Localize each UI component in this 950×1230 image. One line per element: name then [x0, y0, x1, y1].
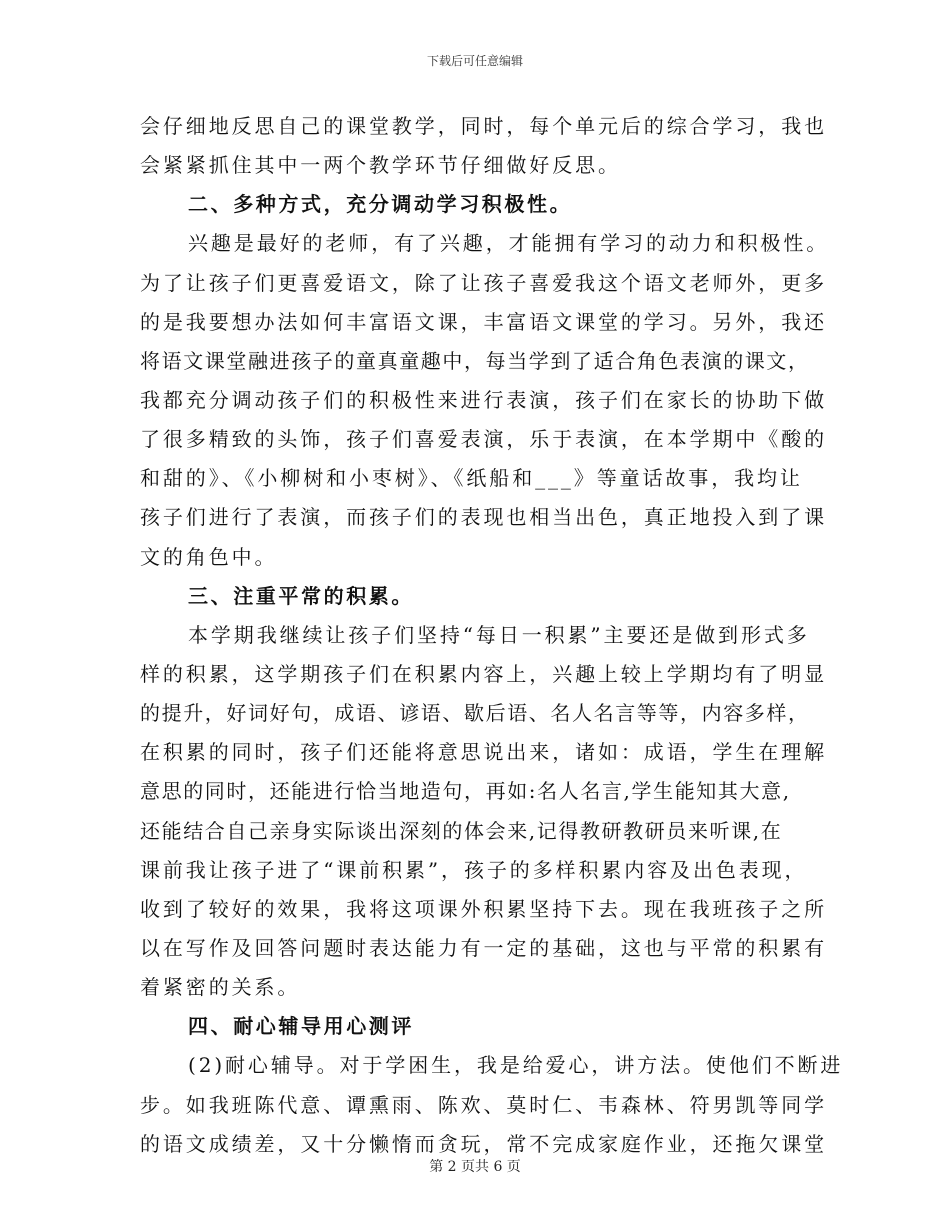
- paragraph-line: 会仔细地反思自己的课堂教学，同时，每个单元后的综合学习，我也: [140, 114, 827, 138]
- paragraph-line: 为了让孩子们更喜爱语文，除了让孩子喜爱我这个语文老师外，更多: [140, 270, 827, 295]
- section-heading: 四、耐心辅导用心测评: [188, 1014, 414, 1039]
- page-header: 下载后可任意编辑: [426, 54, 523, 68]
- paragraph-line: 本学期我继续让孩子们坚持“每日一积累”主要还是做到形式多: [188, 622, 810, 647]
- paragraph-line: 样的积累，这学期孩子们在积累内容上，兴趣上较上学期均有了明显: [140, 661, 827, 686]
- paragraph-line: 着紧密的关系。: [140, 975, 301, 1000]
- paragraph-line: 的是我要想办法如何丰富语文课，丰富语文课堂的学习。另外，我还: [140, 309, 827, 334]
- paragraph-line: 还能结合自己亲身实际谈出深刻的体会来,记得教研教研员来听课,在: [140, 818, 783, 843]
- paragraph-line: 和甜的》、《小柳树和小枣树》、《纸船和___》等童话故事，我均让: [140, 466, 803, 491]
- paragraph-line: 的语文成绩差，又十分懒惰而贪玩，常不完成家庭作业，还拖欠课堂: [140, 1131, 827, 1156]
- page-footer: 第 2 页共 6 页: [429, 1159, 521, 1175]
- paragraph-line: 文的角色中。: [140, 544, 278, 569]
- paragraph-line: 兴趣是最好的老师，有了兴趣，才能拥有学习的动力和积极性。: [188, 231, 830, 256]
- paragraph-line: 我都充分调动孩子们的积极性来进行表演，孩子们在家长的协助下做: [140, 387, 827, 412]
- paragraph-line: 意思的同时，还能进行恰当地造句，再如:名人名言,学生能知其大意,: [140, 779, 791, 804]
- paragraph-line: 了很多精致的头饰，孩子们喜爱表演，乐于表演，在本学期中《酸的: [140, 427, 827, 452]
- paragraph-line: 孩子们进行了表演，而孩子们的表现也相当出色，真正地投入到了课: [140, 505, 827, 530]
- paragraph-line: 在积累的同时，孩子们还能将意思说出来，诸如：成语，学生在理解: [140, 740, 827, 765]
- paragraph-line: 的提升，好词好句，成语、谚语、歇后语、名人名言等等，内容多样，: [140, 701, 810, 726]
- paragraph-line: (2)耐心辅导。对于学困生，我是给爱心，讲方法。使他们不断进: [188, 1053, 844, 1078]
- section-heading: 二、多种方式，充分调动学习积极性。: [188, 192, 573, 217]
- paragraph-line: 步。如我班陈代意、谭熏雨、陈欢、莫时仁、韦森林、符男凯等同学: [140, 1092, 827, 1117]
- section-heading: 三、注重平常的积累。: [188, 583, 414, 608]
- paragraph-line: 将语文课堂融进孩子的童真童趣中，每当学到了适合角色表演的课文，: [140, 348, 810, 373]
- paragraph-line: 以在写作及回答问题时表达能力有一定的基础，这也与平常的积累有: [140, 935, 827, 960]
- paragraph-line: 课前我让孩子进了“课前积累”，孩子的多样积累内容及出色表现，: [140, 857, 808, 882]
- paragraph-line: 会紧紧抓住其中一两个教学环节仔细做好反思。: [140, 153, 621, 178]
- document-body: [140, 107, 844, 1164]
- paragraph-line: 收到了较好的效果，我将这项课外积累坚持下去。现在我班孩子之所: [140, 896, 827, 921]
